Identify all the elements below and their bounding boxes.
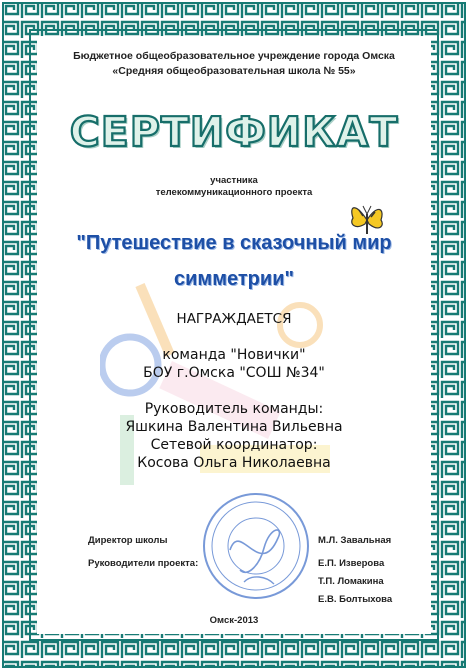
official-stamp xyxy=(200,490,312,602)
project-type-label: телекоммуникационного проекта xyxy=(155,187,313,198)
director-label: Директор школы xyxy=(88,535,168,546)
project-leader-2: Т.П. Ломакина xyxy=(318,576,384,587)
coordinator-label: Сетевой координатор: xyxy=(150,437,318,453)
leader-name: Яшкина Валентина Вильевна xyxy=(125,419,343,435)
awarded-label: НАГРАЖДАЕТСЯ xyxy=(176,311,292,327)
project-leader-1: Е.П. Изверова xyxy=(318,558,385,569)
team-name: команда "Новички" xyxy=(162,347,306,363)
project-title-line2: симметрии" xyxy=(174,268,294,290)
director-name: М.Л. Завальная xyxy=(318,535,392,546)
city-year: Омск-2013 xyxy=(209,615,259,626)
participant-label: участника xyxy=(210,175,258,186)
leader-label: Руководитель команды: xyxy=(144,401,324,417)
team-school: БОУ г.Омска "СОШ №34" xyxy=(143,365,325,381)
school-name-line1: Бюджетное общеобразовательное учреждение города Омска xyxy=(73,50,395,62)
project-leader-3: Е.В. Болтыхова xyxy=(318,594,393,605)
certificate-title: СЕРТИФИКАТ xyxy=(69,108,399,156)
school-name-line2: «Средняя общеобразовательная школа № 55» xyxy=(112,65,356,77)
coordinator-name: Косова Ольга Николаевна xyxy=(137,455,331,471)
project-title-line1: "Путешествие в сказочный мир xyxy=(76,232,392,254)
project-leaders-label: Руководители проекта: xyxy=(88,558,199,569)
